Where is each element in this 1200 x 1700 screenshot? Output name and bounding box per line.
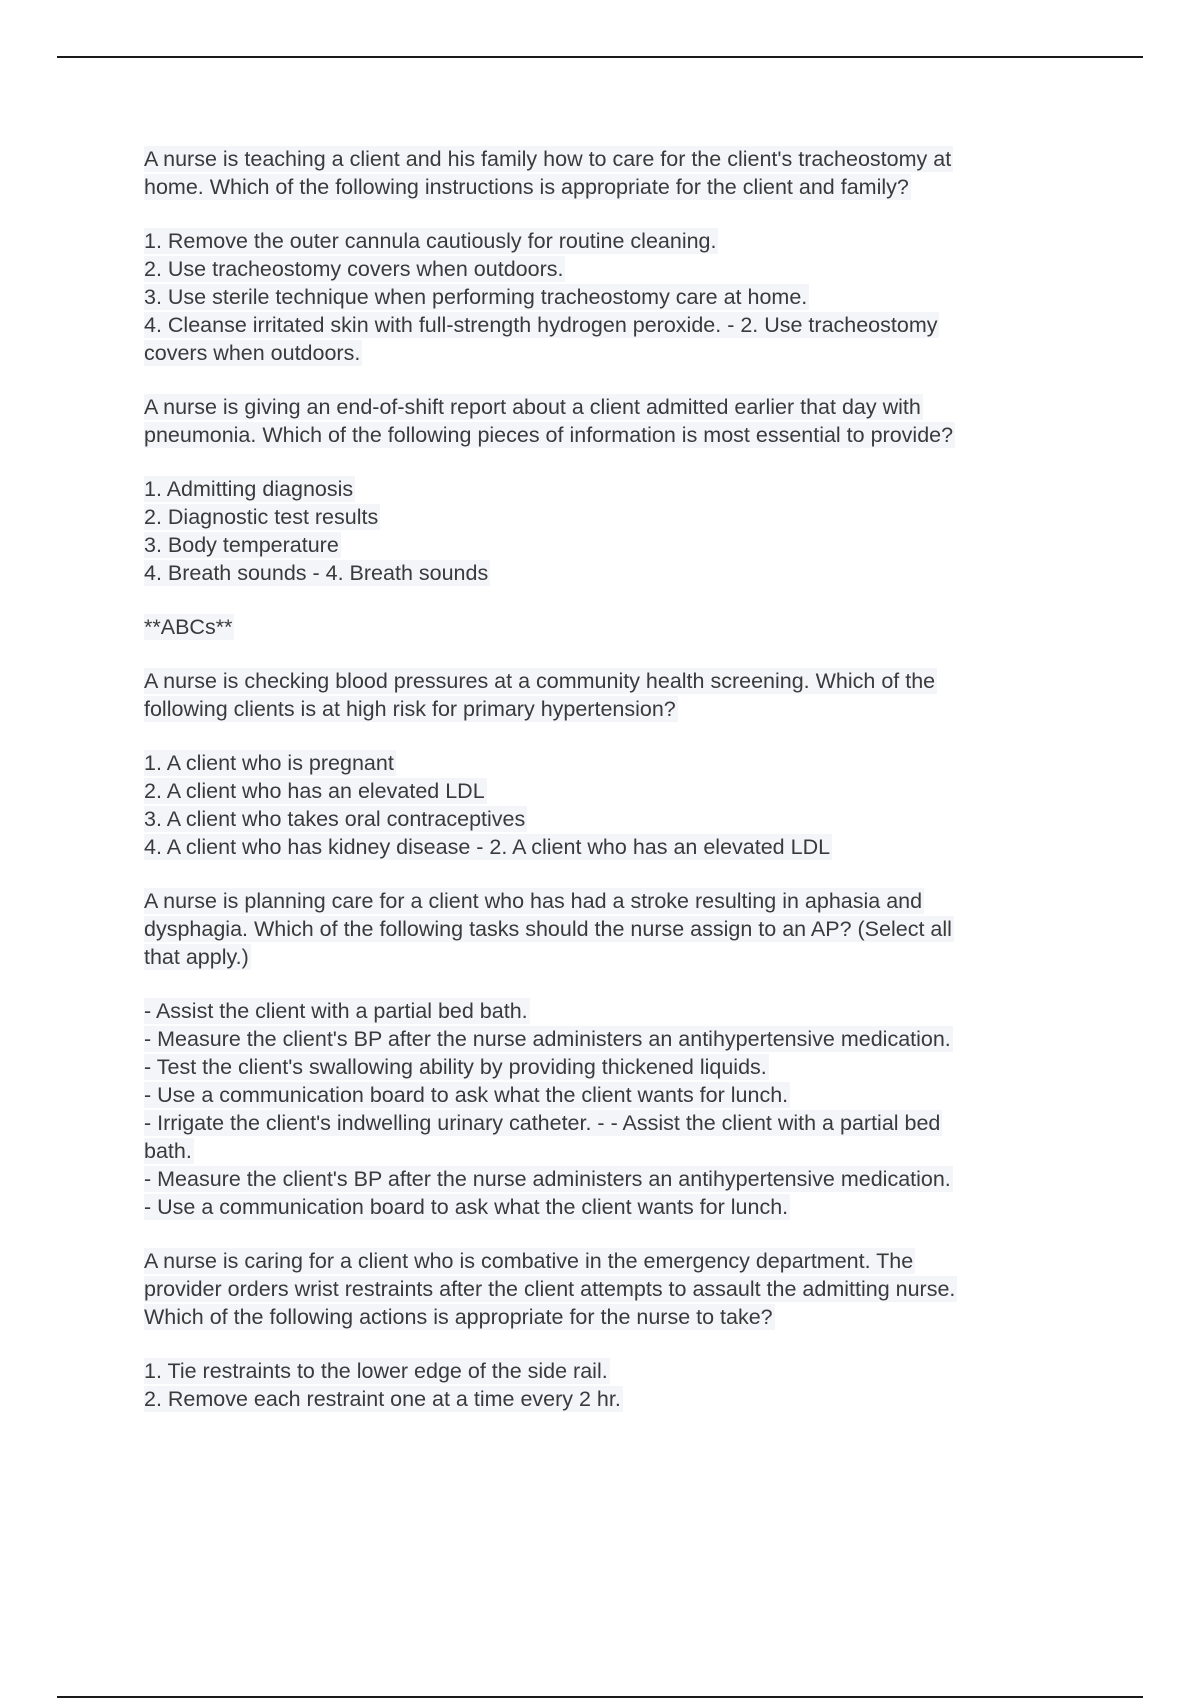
- option-line: - Measure the client's BP after the nurse administers an antihypertensive medication.: [144, 1027, 951, 1051]
- option-line: 1. Admitting diagnosis: [144, 477, 354, 501]
- option-line: covers when outdoors.: [144, 341, 361, 365]
- option-line: - Use a communication board to ask what the client wants for lunch.: [144, 1083, 789, 1107]
- option-line: 2. Use tracheostomy covers when outdoors.: [144, 257, 564, 281]
- text-line: home. Which of the following instructions is appropriate for the client and family?: [144, 175, 909, 199]
- option-line: 1. A client who is pregnant: [144, 751, 394, 775]
- option-line: 3. Use sterile technique when performing tracheostomy care at home.: [144, 285, 808, 309]
- question-3-stem: [144, 667, 1074, 723]
- option-line: 1. Tie restraints to the lower edge of the side rail.: [144, 1359, 608, 1383]
- text-line: A nurse is caring for a client who is combative in the emergency department. The: [144, 1249, 914, 1273]
- question-5-options: [144, 1357, 1074, 1413]
- option-line: 4. Cleanse irritated skin with full-strength hydrogen peroxide. - 2. Use tracheostomy: [144, 313, 938, 337]
- option-line: 2. Remove each restraint one at a time every 2 hr.: [144, 1387, 621, 1411]
- option-line: 2. Diagnostic test results: [144, 505, 379, 529]
- option-line: - Test the client's swallowing ability by providing thickened liquids.: [144, 1055, 767, 1079]
- question-3-options: [144, 749, 1074, 861]
- question-2-stem: [144, 393, 1074, 449]
- document-body: [144, 145, 1074, 1439]
- text-line: following clients is at high risk for primary hypertension?: [144, 697, 676, 721]
- text-line: A nurse is giving an end-of-shift report about a client admitted earlier that day with: [144, 395, 921, 419]
- option-line: 3. Body temperature: [144, 533, 339, 557]
- option-line: 3. A client who takes oral contraceptives: [144, 807, 526, 831]
- text-line: that apply.): [144, 945, 249, 969]
- question-5-stem: [144, 1247, 1074, 1331]
- question-2-options: [144, 475, 1074, 587]
- option-line: - Use a communication board to ask what the client wants for lunch.: [144, 1195, 789, 1219]
- text-line: Which of the following actions is appropriate for the nurse to take?: [144, 1305, 773, 1329]
- option-line: 2. A client who has an elevated LDL: [144, 779, 485, 803]
- text-line: pneumonia. Which of the following pieces of information is most essential to provide?: [144, 423, 954, 447]
- text-line: **ABCs**: [144, 615, 233, 639]
- text-line: A nurse is planning care for a client who has had a stroke resulting in aphasia and: [144, 889, 923, 913]
- question-4-options: [144, 997, 1074, 1221]
- bottom-divider: [57, 1696, 1143, 1698]
- option-line: - Irrigate the client's indwelling urinary catheter. - - Assist the client with a partial bed: [144, 1111, 941, 1135]
- top-divider: [57, 56, 1143, 58]
- rationale-note: [144, 613, 1074, 641]
- question-1-options: [144, 227, 1074, 367]
- option-line: - Measure the client's BP after the nurse administers an antihypertensive medication.: [144, 1167, 951, 1191]
- option-line: 4. A client who has kidney disease - 2. A client who has an elevated LDL: [144, 835, 831, 859]
- text-line: A nurse is teaching a client and his family how to care for the client's tracheostomy at: [144, 147, 952, 171]
- option-line: bath.: [144, 1139, 192, 1163]
- option-line: 4. Breath sounds - 4. Breath sounds: [144, 561, 489, 585]
- text-line: A nurse is checking blood pressures at a community health screening. Which of the: [144, 669, 936, 693]
- question-4-stem: [144, 887, 1074, 971]
- option-line: 1. Remove the outer cannula cautiously for routine cleaning.: [144, 229, 717, 253]
- option-line: - Assist the client with a partial bed bath.: [144, 999, 528, 1023]
- text-line: dysphagia. Which of the following tasks should the nurse assign to an AP? (Select all: [144, 917, 952, 941]
- question-1-stem: [144, 145, 1074, 201]
- text-line: provider orders wrist restraints after the client attempts to assault the admitting nurse.: [144, 1277, 956, 1301]
